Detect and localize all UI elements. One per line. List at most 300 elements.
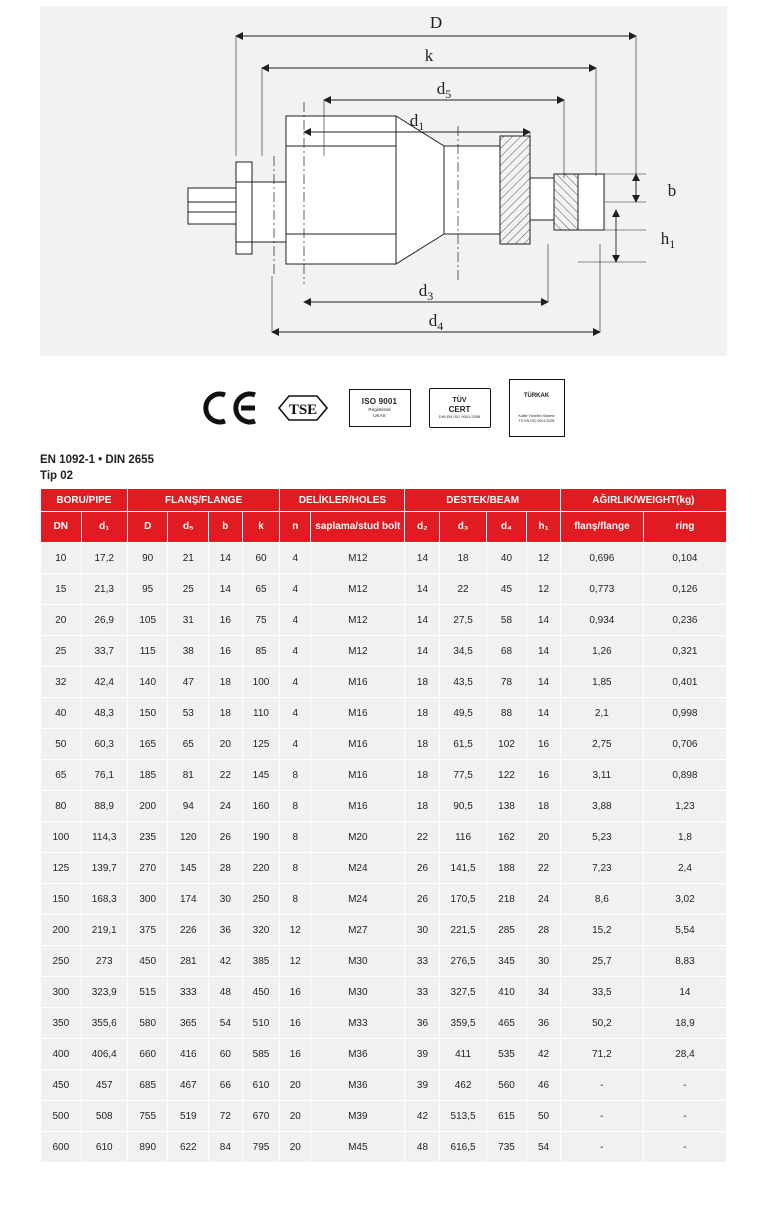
table-cell: 81 [168,760,208,790]
table-cell: 125 [41,853,81,883]
table-cell: 8,83 [644,946,726,976]
table-cell: 30 [527,946,560,976]
table-cell: 355,6 [82,1008,127,1038]
table-cell: 60 [209,1039,242,1069]
table-cell: 585 [243,1039,280,1069]
table-cell: 276,5 [440,946,485,976]
flange-spec-table [40,488,727,1163]
table-cell: 18 [527,791,560,821]
table-cell: 27,5 [440,605,485,635]
table-cell: 200 [128,791,168,821]
table-cell: 616,5 [440,1132,485,1162]
tuv-cert-mark-icon [429,388,491,428]
table-cell: 165 [128,729,168,759]
table-cell: 26 [405,884,439,914]
table-cell: 14 [527,698,560,728]
table-cell: 535 [487,1039,527,1069]
table-cell: 39 [405,1039,439,1069]
table-cell: M12 [311,543,404,573]
table-cell: 30 [405,915,439,945]
table-cell: 33,5 [561,977,643,1007]
table-cell: M16 [311,698,404,728]
turkak-sub-label: Kalite Yönetim Sistemi TS EN ISO 9001:2008 [518,414,555,423]
table-cell: 38 [168,636,208,666]
table-cell: M16 [311,791,404,821]
table-cell: 7,23 [561,853,643,883]
table-cell: 20 [280,1101,310,1131]
table-cell: 49,5 [440,698,485,728]
table-cell: 46 [527,1070,560,1100]
table-cell: 660 [128,1039,168,1069]
table-cell: 77,5 [440,760,485,790]
table-cell: M27 [311,915,404,945]
table-row [41,760,726,790]
table-cell: M16 [311,760,404,790]
table-row [41,1132,726,1162]
table-cell: 323,9 [82,977,127,1007]
table-cell: 2,75 [561,729,643,759]
table-cell: 273 [82,946,127,976]
table-cell: 8,6 [561,884,643,914]
table-cell: 88 [487,698,527,728]
table-cell: 190 [243,822,280,852]
table-cell: 76,1 [82,760,127,790]
iso-label: ISO 9001 [361,397,398,407]
table-cell: 508 [82,1101,127,1131]
table-cell: 400 [41,1039,81,1069]
table-cell: 40 [487,543,527,573]
table-cell: 72 [209,1101,242,1131]
type-title: Tip 02 [40,470,74,482]
table-cell: 84 [209,1132,242,1162]
table-cell: 333 [168,977,208,1007]
table-cell: 122 [487,760,527,790]
table-cell: 53 [168,698,208,728]
col-header-D: D [128,512,168,542]
table-cell: 25,7 [561,946,643,976]
table-cell: 150 [128,698,168,728]
col-header-d1: d₁ [82,512,127,542]
table-cell: M12 [311,605,404,635]
table-cell: M36 [311,1070,404,1100]
table-cell: 68 [487,636,527,666]
table-group-header-row [41,489,726,511]
table-cell: 39 [405,1070,439,1100]
table-cell: 102 [487,729,527,759]
table-cell: 450 [41,1070,81,1100]
table-cell: 8 [280,853,310,883]
col-header-d3: d₃ [440,512,485,542]
table-cell: 60,3 [82,729,127,759]
table-row [41,977,726,1007]
group-header-weight: AĞIRLIK/WEIGHT(kg) [561,489,726,511]
group-header-beam: DESTEK/BEAM [405,489,559,511]
table-cell: 18 [440,543,485,573]
table-cell: 95 [128,574,168,604]
table-cell: 270 [128,853,168,883]
table-cell: 510 [243,1008,280,1038]
table-cell: 185 [128,760,168,790]
tuv-standard-label: DIN EN ISO 9001:2008 [438,413,481,419]
table-cell: 115 [128,636,168,666]
table-cell: - [644,1070,726,1100]
col-header-d4: d₄ [487,512,527,542]
table-cell: 20 [527,822,560,852]
table-cell: 18 [405,729,439,759]
table-column-header-row [41,512,726,542]
table-cell: 890 [128,1132,168,1162]
table-cell: 58 [487,605,527,635]
table-cell: 0,104 [644,543,726,573]
table-row [41,884,726,914]
table-cell: M24 [311,853,404,883]
table-row [41,543,726,573]
table-cell: 18 [209,698,242,728]
table-cell: 150 [41,884,81,914]
table-cell: 320 [243,915,280,945]
table-cell: M33 [311,1008,404,1038]
table-cell: 145 [168,853,208,883]
table-cell: 685 [128,1070,168,1100]
table-row [41,636,726,666]
table-cell: 5,54 [644,915,726,945]
table-cell: 188 [487,853,527,883]
table-cell: 250 [243,884,280,914]
table-cell: 12 [280,946,310,976]
table-row [41,605,726,635]
table-cell: 560 [487,1070,527,1100]
table-cell: 465 [487,1008,527,1038]
table-cell: 500 [41,1101,81,1131]
table-cell: 2,1 [561,698,643,728]
standard-title: EN 1092-1 • DIN 2655 [40,454,154,466]
table-cell: 36 [527,1008,560,1038]
table-cell: 42 [209,946,242,976]
table-cell: 3,02 [644,884,726,914]
table-cell: 16 [280,977,310,1007]
table-cell: M12 [311,574,404,604]
table-cell: 12 [527,543,560,573]
table-cell: 25 [41,636,81,666]
table-cell: 141,5 [440,853,485,883]
table-cell: 85 [243,636,280,666]
table-cell: 26 [405,853,439,883]
table-cell: 50,2 [561,1008,643,1038]
table-cell: M16 [311,667,404,697]
table-cell: 100 [41,822,81,852]
table-cell: 22 [405,822,439,852]
table-cell: M30 [311,977,404,1007]
table-cell: 140 [128,667,168,697]
table-cell: 20 [209,729,242,759]
table-row [41,915,726,945]
table-cell: M24 [311,884,404,914]
table-cell: 250 [41,946,81,976]
table-cell: 168,3 [82,884,127,914]
table-cell: 30 [209,884,242,914]
col-header-h1: h₁ [527,512,560,542]
table-row [41,1008,726,1038]
table-cell: 36 [209,915,242,945]
table-cell: 33 [405,977,439,1007]
col-header-b: b [209,512,242,542]
table-cell: 235 [128,822,168,852]
table-cell: 4 [280,605,310,635]
table-cell: 1,85 [561,667,643,697]
table-cell: 3,11 [561,760,643,790]
table-cell: 281 [168,946,208,976]
technical-drawing-panel [40,6,727,356]
table-cell: 365 [168,1008,208,1038]
group-header-flange: FLANŞ/FLANGE [128,489,280,511]
table-cell: 139,7 [82,853,127,883]
table-cell: 8 [280,822,310,852]
table-cell: 300 [128,884,168,914]
table-cell: 0,898 [644,760,726,790]
table-cell: 50 [527,1101,560,1131]
table-cell: 170,5 [440,884,485,914]
table-cell: 1,26 [561,636,643,666]
dimension-label-d3: $d_3$ [418,281,434,303]
table-cell: 450 [243,977,280,1007]
table-cell: 795 [243,1132,280,1162]
iso-registered-label: Registered [368,407,391,413]
ce-logo-svg [203,391,257,425]
table-cell: 100 [243,667,280,697]
table-cell: 22 [527,853,560,883]
table-cell: 54 [209,1008,242,1038]
table-cell: 1,23 [644,791,726,821]
table-cell: 515 [128,977,168,1007]
table-cell: 0,773 [561,574,643,604]
table-cell: 8 [280,884,310,914]
group-header-pipe: BORU/PIPE [41,489,127,511]
table-cell: 735 [487,1132,527,1162]
table-cell: 3,88 [561,791,643,821]
table-cell: 406,4 [82,1039,127,1069]
table-cell: 28 [527,915,560,945]
dimension-label-D: D [429,13,443,32]
table-cell: 10 [41,543,81,573]
table-cell: 18 [209,667,242,697]
table-cell: 220 [243,853,280,883]
table-cell: 33 [405,946,439,976]
table-cell: 120 [168,822,208,852]
table-cell: 450 [128,946,168,976]
table-cell: 16 [209,636,242,666]
table-row [41,667,726,697]
table-row [41,853,726,883]
table-cell: 54 [527,1132,560,1162]
table-cell: 21 [168,543,208,573]
table-cell: 18 [405,760,439,790]
table-cell: 14 [527,636,560,666]
table-cell: 411 [440,1039,485,1069]
table-cell: 65 [168,729,208,759]
table-cell: 519 [168,1101,208,1131]
table-cell: 4 [280,729,310,759]
table-cell: 513,5 [440,1101,485,1131]
table-cell: 61,5 [440,729,485,759]
heading-block [40,454,727,482]
col-header-k: k [243,512,280,542]
tuv-label: TÜV [452,396,467,404]
table-cell: 28 [209,853,242,883]
table-cell: 16 [280,1039,310,1069]
table-cell: 18,9 [644,1008,726,1038]
table-cell: 42 [527,1039,560,1069]
table-cell: 14 [644,977,726,1007]
table-cell: 14 [527,605,560,635]
table-cell: 48 [405,1132,439,1162]
table-cell: 14 [527,667,560,697]
table-cell: 32 [41,667,81,697]
dimension-label-h1: $h_1$ [660,229,676,251]
table-cell: 4 [280,698,310,728]
table-cell: 34,5 [440,636,485,666]
col-header-stud-bolt: saplama/stud bolt [311,512,404,542]
table-cell: 0,934 [561,605,643,635]
col-header-d2: d₂ [405,512,439,542]
table-row [41,1101,726,1131]
iso-9001-mark-icon [349,389,411,427]
table-cell: 20 [280,1132,310,1162]
table-cell: 42 [405,1101,439,1131]
table-cell: 43,5 [440,667,485,697]
table-cell: 610 [82,1132,127,1162]
table-cell: 75 [243,605,280,635]
flange-cross-section-drawing [40,6,727,356]
table-cell: 18 [405,791,439,821]
dimension-label-b: b [667,181,677,200]
table-cell: 162 [487,822,527,852]
group-header-holes: DELİKLER/HOLES [280,489,404,511]
table-cell: 4 [280,574,310,604]
dimension-label-d5: $d_5$ [436,79,452,101]
table-cell: 0,998 [644,698,726,728]
table-cell: 4 [280,667,310,697]
table-cell: 31 [168,605,208,635]
table-cell: 125 [243,729,280,759]
table-cell: M36 [311,1039,404,1069]
table-cell: 4 [280,636,310,666]
table-cell: 457 [82,1070,127,1100]
table-cell: M20 [311,822,404,852]
dimension-label-d4: $d_4$ [428,311,444,333]
table-cell: 15,2 [561,915,643,945]
table-cell: 350 [41,1008,81,1038]
table-cell: 416 [168,1039,208,1069]
table-cell: 105 [128,605,168,635]
table-cell: 18 [405,698,439,728]
table-cell: 8 [280,791,310,821]
table-cell: 88,9 [82,791,127,821]
table-row [41,729,726,759]
col-header-ring-weight: ring [644,512,726,542]
table-cell: 22 [440,574,485,604]
table-cell: 36 [405,1008,439,1038]
table-row [41,946,726,976]
table-cell: 20 [41,605,81,635]
table-cell: 26,9 [82,605,127,635]
table-cell: 12 [527,574,560,604]
table-cell: 755 [128,1101,168,1131]
table-cell: 94 [168,791,208,821]
table-cell: 114,3 [82,822,127,852]
table-cell: 14 [209,574,242,604]
table-cell: 42,4 [82,667,127,697]
table-cell: 28,4 [644,1039,726,1069]
table-cell: 71,2 [561,1039,643,1069]
col-header-flange-weight: flanş/flange [561,512,643,542]
table-cell: 14 [405,574,439,604]
table-cell: 116 [440,822,485,852]
table-cell: 375 [128,915,168,945]
table-cell: 16 [527,729,560,759]
table-cell: 110 [243,698,280,728]
table-cell: 610 [243,1070,280,1100]
table-cell: 40 [41,698,81,728]
spec-table-wrapper [40,488,727,1163]
table-cell: 0,696 [561,543,643,573]
table-cell: 48 [209,977,242,1007]
table-cell: 15 [41,574,81,604]
table-cell: M16 [311,729,404,759]
table-row [41,791,726,821]
table-cell: 47 [168,667,208,697]
table-cell: 16 [527,760,560,790]
table-cell: 65 [41,760,81,790]
table-cell: 359,5 [440,1008,485,1038]
table-cell: 48,3 [82,698,127,728]
table-cell: 22 [209,760,242,790]
table-cell: - [561,1132,643,1162]
table-cell: 25 [168,574,208,604]
table-cell: 160 [243,791,280,821]
table-cell: M45 [311,1132,404,1162]
table-cell: 5,23 [561,822,643,852]
table-cell: 0,236 [644,605,726,635]
table-cell: 14 [209,543,242,573]
table-cell: 45 [487,574,527,604]
table-cell: 327,5 [440,977,485,1007]
table-cell: 24 [527,884,560,914]
table-cell: M39 [311,1101,404,1131]
table-cell: 90 [128,543,168,573]
table-cell: 670 [243,1101,280,1131]
table-cell: - [561,1070,643,1100]
table-cell: 12 [280,915,310,945]
table-cell: 467 [168,1070,208,1100]
table-row [41,1070,726,1100]
dimension-label-k: k [424,46,434,65]
table-cell: 2,4 [644,853,726,883]
table-row [41,574,726,604]
table-row [41,1039,726,1069]
table-cell: 145 [243,760,280,790]
dimension-label-d1: $d_1$ [409,111,425,133]
table-cell: 78 [487,667,527,697]
iso-ukas-label: UKAS [373,413,386,418]
turkak-mark-icon [509,379,565,437]
table-cell: 219,1 [82,915,127,945]
ce-mark-icon [203,391,257,425]
table-cell: 0,706 [644,729,726,759]
tse-mark-icon [275,391,331,425]
table-cell: M30 [311,946,404,976]
table-cell: - [561,1101,643,1131]
col-header-d5: d₅ [168,512,208,542]
